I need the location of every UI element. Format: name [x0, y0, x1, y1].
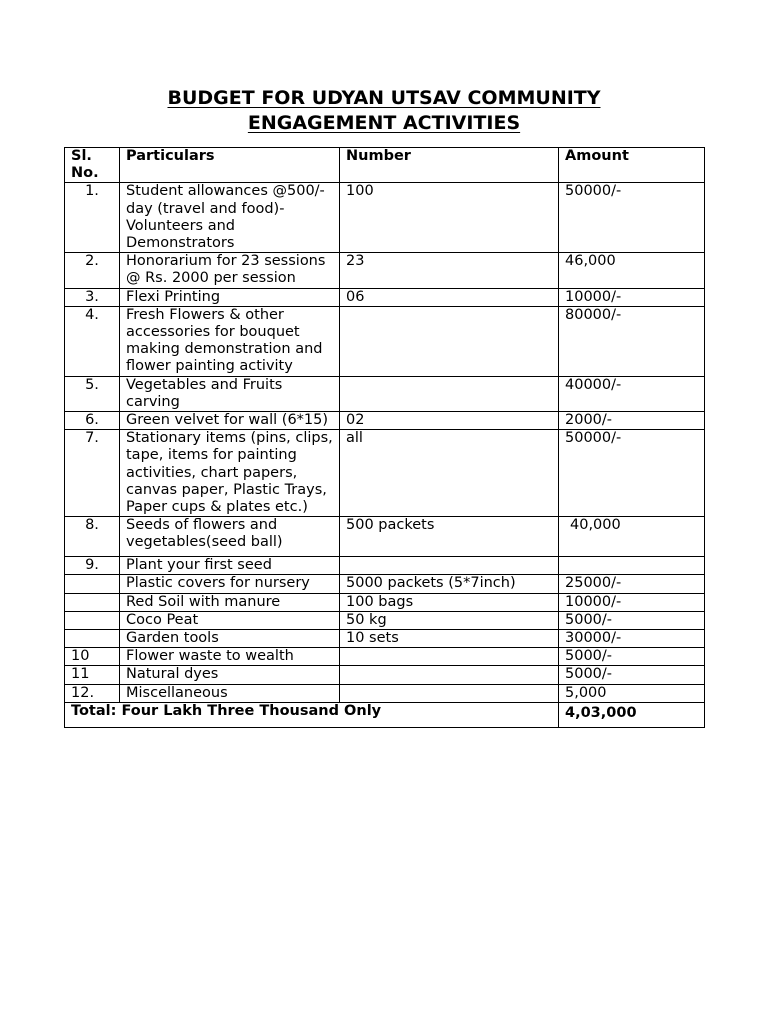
table-row: [65, 630, 705, 648]
title-line-2: ENGAGEMENT ACTIVITIES: [247, 112, 521, 134]
total-amount: 4,03,000: [565, 704, 637, 721]
cell-sl: [65, 593, 120, 611]
cell-amount: 80000/-: [559, 306, 705, 376]
cell-number: 10 sets: [340, 630, 559, 648]
cell-sl: 11: [65, 666, 120, 684]
table-row: [65, 684, 705, 702]
cell-particulars: Seeds of flowers and vegetables(seed ball): [120, 517, 340, 557]
table-row: [65, 611, 705, 629]
cell-number: 23: [340, 253, 559, 288]
cell-sl: 9.: [65, 557, 120, 575]
cell-sl: 5.: [65, 376, 120, 411]
cell-amount: 50000/-: [559, 183, 705, 253]
table-row: [65, 517, 705, 557]
cell-sl: 3.: [65, 288, 120, 306]
cell-number: 06: [340, 288, 559, 306]
header-number: Number: [340, 148, 559, 183]
cell-particulars: Natural dyes: [120, 666, 340, 684]
cell-particulars: Flower waste to wealth: [120, 648, 340, 666]
header-sl-no: [65, 148, 120, 183]
cell-particulars: Green velvet for wall (6*15): [120, 412, 340, 430]
page-title: [64, 86, 704, 136]
cell-amount: 25000/-: [559, 575, 705, 593]
cell-sl: 7.: [65, 430, 120, 517]
cell-number: 100 bags: [340, 593, 559, 611]
cell-amount: 30000/-: [559, 630, 705, 648]
cell-amount: 2000/-: [559, 412, 705, 430]
cell-particulars: Stationary items (pins, clips, tape, items for painting activities, chart papers, canvas paper, Plastic Trays, Paper cups & plates etc.): [120, 430, 340, 517]
cell-amount: 50000/-: [559, 430, 705, 517]
cell-sl: 4.: [65, 306, 120, 376]
cell-number: [340, 306, 559, 376]
header-sl-line-2: No.: [71, 165, 99, 182]
cell-sl: 6.: [65, 412, 120, 430]
header-sl-line-1: Sl.: [71, 148, 92, 164]
cell-sl: 8.: [65, 517, 120, 557]
total-amount-cell: [559, 702, 705, 727]
cell-particulars: Vegetables and Fruits carving: [120, 376, 340, 411]
header-amount: Amount: [559, 148, 705, 183]
cell-amount: 10000/-: [559, 593, 705, 611]
table-row: [65, 306, 705, 376]
cell-sl: 2.: [65, 253, 120, 288]
table-row: [65, 376, 705, 411]
table-row: [65, 183, 705, 253]
cell-number: [340, 666, 559, 684]
cell-particulars: Honorarium for 23 sessions @ Rs. 2000 per session: [120, 253, 340, 288]
cell-amount: 40000/-: [559, 376, 705, 411]
table-row: [65, 666, 705, 684]
budget-table: [64, 147, 705, 728]
table-row: [65, 430, 705, 517]
cell-sl: 12.: [65, 684, 120, 702]
cell-number: [340, 376, 559, 411]
cell-sl: [65, 575, 120, 593]
table-row: [65, 648, 705, 666]
cell-particulars: Student allowances @500/-day (travel and food)- Volunteers and Demonstrators: [120, 183, 340, 253]
cell-particulars: Flexi Printing: [120, 288, 340, 306]
cell-amount: 46,000: [559, 253, 705, 288]
cell-amount: 40,000: [559, 517, 705, 557]
cell-sl: [65, 611, 120, 629]
cell-number: 100: [340, 183, 559, 253]
cell-sl: [65, 630, 120, 648]
cell-amount: 5,000: [559, 684, 705, 702]
table-row: [65, 288, 705, 306]
cell-amount: 5000/-: [559, 666, 705, 684]
cell-particulars: Fresh Flowers & other accessories for bouquet making demonstration and flower painting activity: [120, 306, 340, 376]
cell-number: all: [340, 430, 559, 517]
cell-number: 500 packets: [340, 517, 559, 557]
cell-particulars: Red Soil with manure: [120, 593, 340, 611]
table-row: [65, 412, 705, 430]
cell-number: [340, 648, 559, 666]
cell-number: 50 kg: [340, 611, 559, 629]
table-header-row: [65, 148, 705, 183]
cell-particulars: Garden tools: [120, 630, 340, 648]
cell-number: 02: [340, 412, 559, 430]
cell-amount: [559, 557, 705, 575]
table-row: [65, 593, 705, 611]
cell-particulars: Plastic covers for nursery: [120, 575, 340, 593]
total-row: [65, 702, 705, 727]
cell-sl: 10: [65, 648, 120, 666]
table-row: [65, 253, 705, 288]
cell-particulars: Coco Peat: [120, 611, 340, 629]
cell-sl: 1.: [65, 183, 120, 253]
cell-amount: 5000/-: [559, 648, 705, 666]
cell-particulars: Plant your first seed: [120, 557, 340, 575]
cell-particulars: Miscellaneous: [120, 684, 340, 702]
title-line-1: BUDGET FOR UDYAN UTSAV COMMUNITY: [167, 87, 601, 109]
cell-number: [340, 684, 559, 702]
cell-number: [340, 557, 559, 575]
table-row: [65, 575, 705, 593]
table-row: [65, 557, 705, 575]
cell-amount: 5000/-: [559, 611, 705, 629]
total-label: Total: Four Lakh Three Thousand Only: [65, 702, 559, 727]
cell-number: 5000 packets (5*7inch): [340, 575, 559, 593]
cell-amount: 10000/-: [559, 288, 705, 306]
header-particulars: Particulars: [120, 148, 340, 183]
